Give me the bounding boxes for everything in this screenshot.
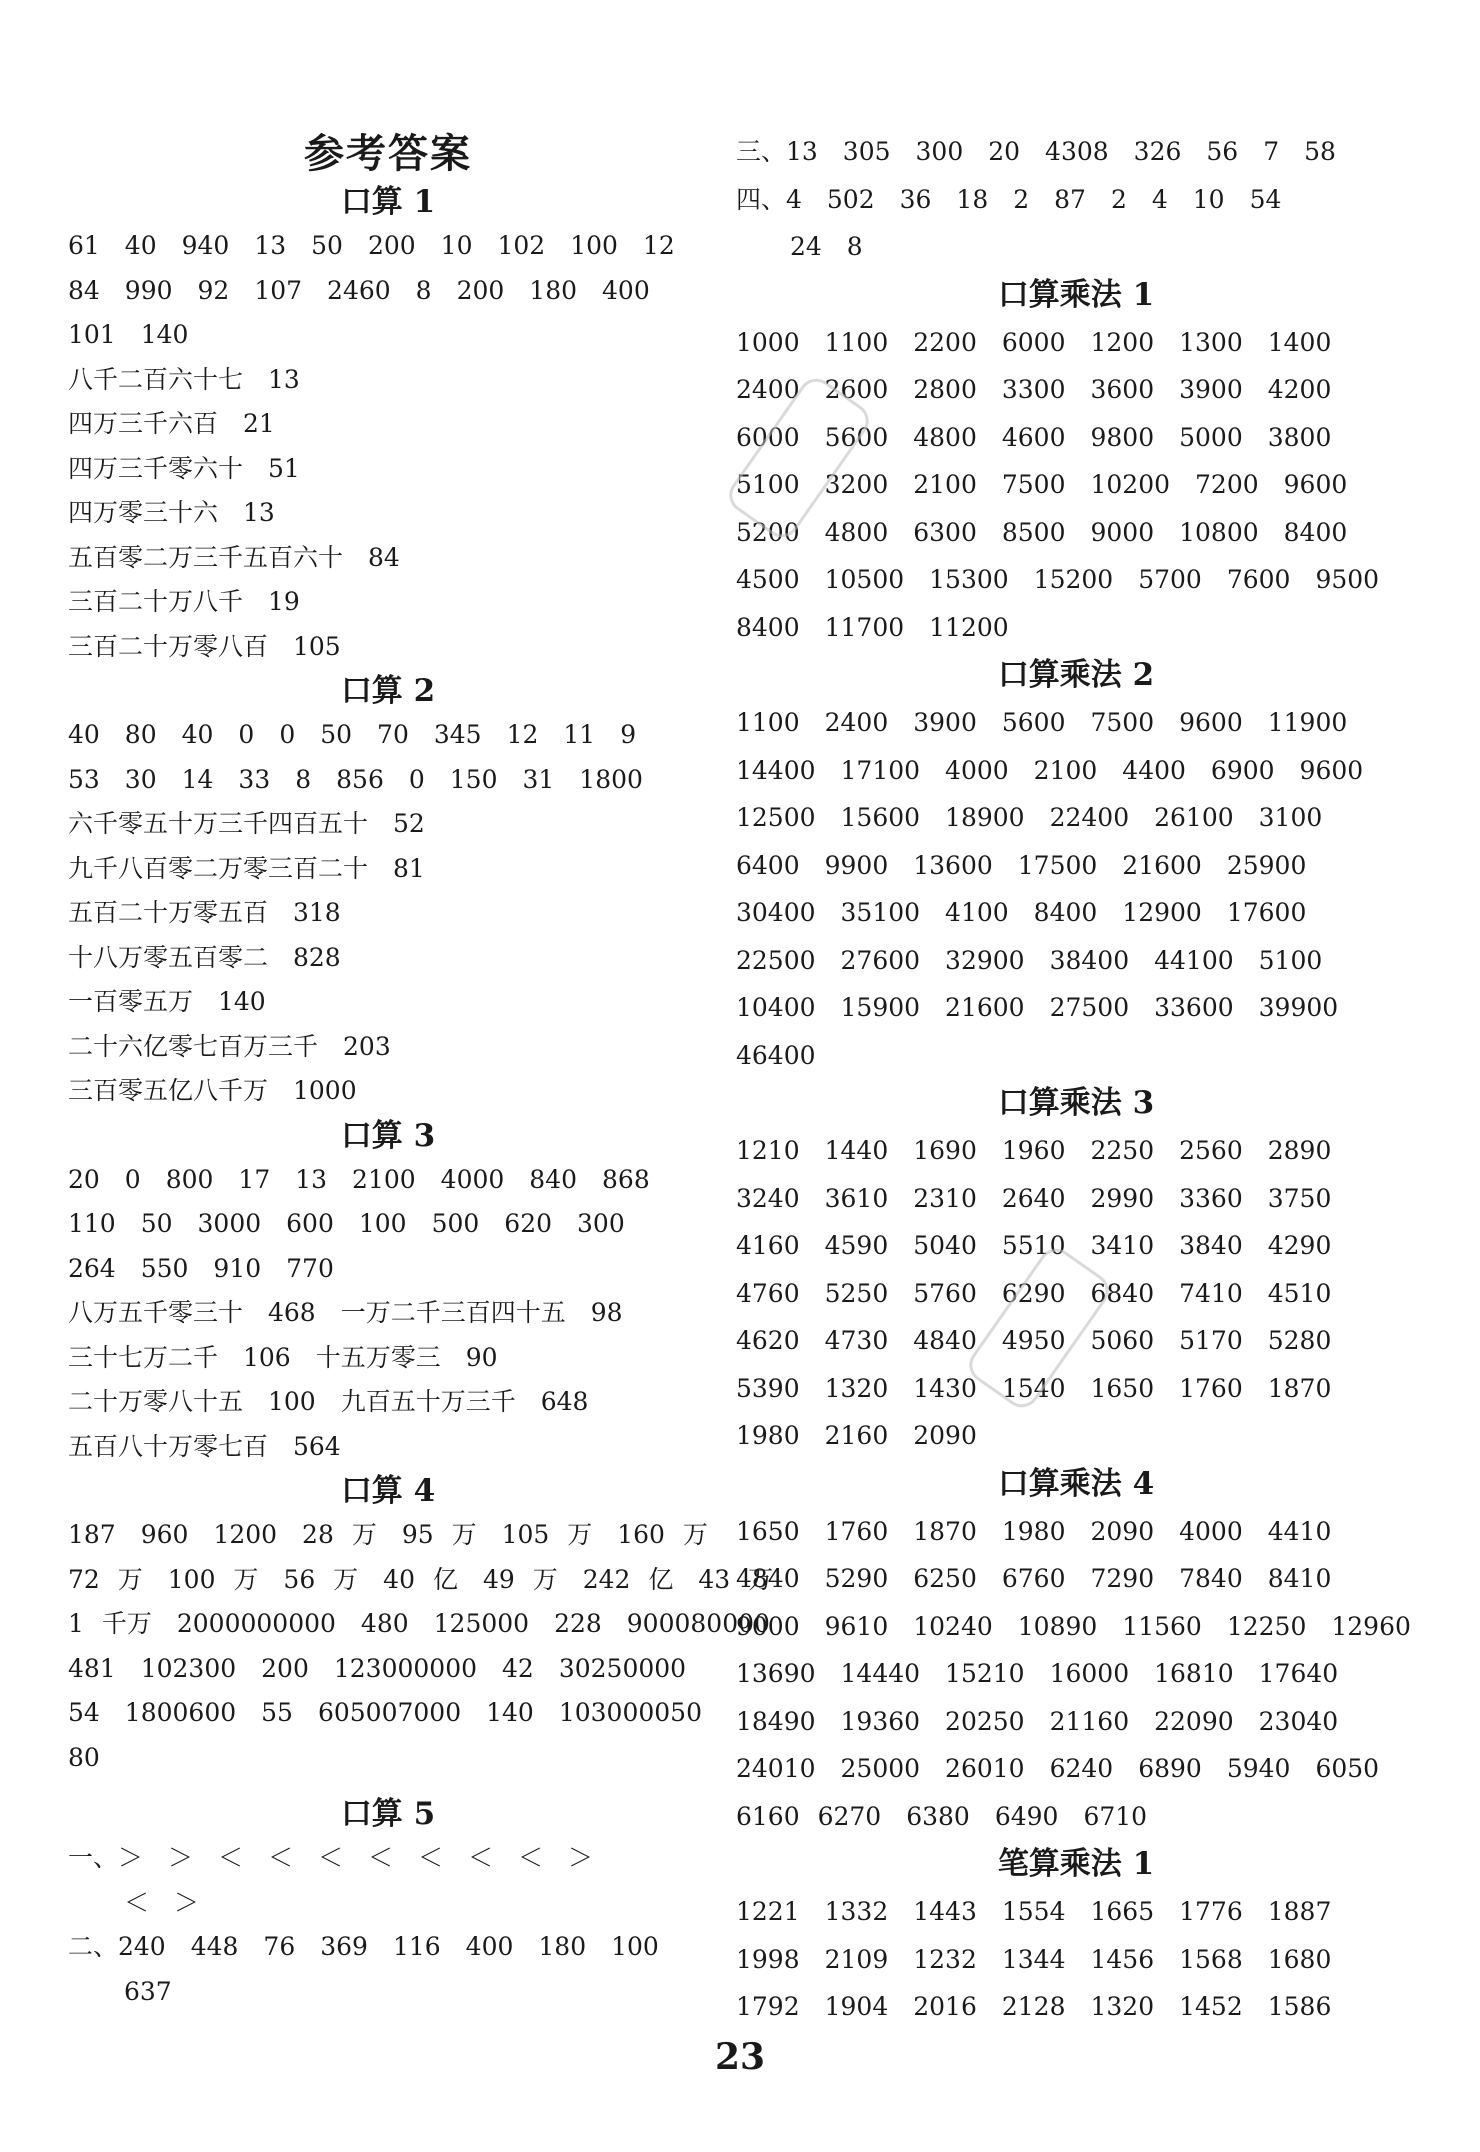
section-written-multiplication-1 [736, 1840, 1416, 2031]
answer-line: 5390 1320 1430 1540 1650 1760 1870 [736, 1373, 1332, 1403]
answer-line: 30400 35100 4100 8400 12900 17600 [736, 898, 1307, 927]
answer-line: 24 8 [790, 232, 863, 261]
answer-line: 101 140 [68, 320, 189, 349]
section-kousuan-5 [68, 1792, 708, 2014]
answer-line: 13690 14440 15210 16000 16810 17640 [736, 1659, 1339, 1688]
answer-line: 80 [68, 1742, 100, 1772]
answer-line: 84 990 92 107 2460 8 200 180 400 [68, 275, 650, 305]
answer-line: 46400 [736, 1040, 816, 1070]
section-heading: 口算乘法 1 [997, 276, 1155, 313]
answer-line: 1 千万 2000000000 480 125000 228 900080000 [68, 1609, 770, 1638]
answer-line: 4500 10500 15300 15200 5700 7600 9500 [736, 565, 1380, 594]
answer-line: 六千零五十万三千四百五十 52 [68, 809, 425, 838]
answer-line: 9000 9610 10240 10890 11560 12250 12960 [736, 1611, 1411, 1641]
answer-line: 五百八十万零七百 564 [68, 1431, 341, 1461]
answer-line: 三十七万二千 106 十五万零三 90 [68, 1342, 498, 1372]
answer-line: 三百零五亿八千万 1000 [68, 1076, 357, 1105]
answer-line: 1980 2160 2090 [736, 1421, 977, 1450]
section-kousuan-5-continued [736, 128, 1416, 271]
answer-line: 40 80 40 0 0 50 70 345 12 11 9 [68, 720, 637, 749]
answer-line: 6000 5600 4800 4600 9800 5000 3800 [736, 422, 1332, 452]
answer-line: 四万三千六百 21 [68, 409, 275, 438]
answer-line: 八万五千零三十 468 一万二千三百四十五 98 [68, 1298, 623, 1327]
answer-line: 5200 4800 6300 8500 9000 10800 8400 [736, 517, 1348, 547]
answer-line: 8400 11700 11200 [736, 612, 1009, 642]
answer-line: 四万零三十六 13 [68, 498, 275, 527]
answer-line: 61 40 940 13 50 200 10 102 100 12 [68, 231, 675, 260]
answer-line: 1000 1100 2200 6000 1200 1300 1400 [736, 327, 1332, 357]
answer-line: 三百二十万零八百 105 [68, 631, 341, 661]
section-multiplication-4 [736, 1460, 1416, 1841]
answer-line: 481 102300 200 123000000 42 30250000 [68, 1653, 687, 1683]
page-number: 23 [714, 2036, 766, 2078]
answer-line: ＜ ＞ [124, 1887, 200, 1917]
answer-line: 4620 4730 4840 4950 5060 5170 5280 [736, 1326, 1332, 1355]
answer-line: 三、13 305 300 20 4308 326 56 7 58 [736, 137, 1336, 166]
answer-line: 6160 6270 6380 6490 6710 [736, 1801, 1148, 1831]
left-column [68, 128, 774, 2014]
answer-line: 637 [124, 1976, 172, 2006]
answer-line: 1650 1760 1870 1980 2090 4000 4410 [736, 1516, 1332, 1546]
answer-line: 二、240 448 76 369 116 400 180 100 [68, 1932, 659, 1961]
answer-line: 四、4 502 36 18 2 87 2 4 10 54 [736, 184, 1282, 214]
section-heading: 口算乘法 4 [997, 1465, 1155, 1502]
section-heading: 口算 4 [340, 1473, 436, 1509]
answer-line: 20 0 800 17 13 2100 4000 840 868 [68, 1164, 650, 1194]
answer-line: 十八万零五百零二 828 [68, 942, 341, 972]
section-multiplication-2 [736, 651, 1416, 1079]
answer-line: 五百二十万零五百 318 [68, 898, 341, 927]
answer-line: 110 50 3000 600 100 500 620 300 [68, 1209, 625, 1238]
section-heading: 口算乘法 3 [997, 1085, 1155, 1121]
section-heading: 口算 1 [340, 184, 436, 220]
answer-line: 一百零五万 140 [68, 987, 266, 1016]
answer-line: 二十万零八十五 100 九百五十万三千 648 [68, 1387, 589, 1416]
answer-line: 三百二十万八千 19 [68, 587, 300, 616]
answer-line: 4160 4590 5040 5510 3410 3840 4290 [736, 1231, 1332, 1260]
answer-line: 2400 2600 2800 3300 3600 3900 4200 [736, 375, 1332, 404]
answer-line: 264 550 910 770 [68, 1253, 334, 1283]
answer-line: 4840 5290 6250 6760 7290 7840 8410 [736, 1564, 1332, 1593]
answer-line: 四万三千零六十 51 [68, 453, 300, 483]
answer-line: 24010 25000 26010 6240 6890 5940 6050 [736, 1754, 1380, 1783]
answer-line: 1998 2109 1232 1344 1456 1568 1680 [736, 1944, 1332, 1974]
section-kousuan-3 [68, 1114, 708, 1470]
section-kousuan-1 [68, 180, 708, 669]
section-kousuan-4 [68, 1469, 774, 1780]
answer-line: 6400 9900 13600 17500 21600 25900 [736, 850, 1307, 880]
answer-line: 187 960 1200 28 万 95 万 105 万 160 万 [68, 1520, 708, 1549]
answer-line: 八千二百六十七 13 [68, 364, 300, 394]
section-heading: 口算 3 [340, 1117, 436, 1154]
answer-line: 22500 27600 32900 38400 44100 5100 [736, 945, 1323, 975]
section-heading: 口算 5 [340, 1796, 436, 1832]
page-title: 参考答案 [304, 130, 472, 177]
answer-line: 53 30 14 33 8 856 0 150 31 1800 [68, 764, 643, 794]
answer-line: 五百零二万三千五百六十 84 [68, 542, 400, 572]
answer-line: 4760 5250 5760 6290 6840 7410 4510 [736, 1278, 1332, 1308]
section-heading: 口算乘法 2 [997, 657, 1155, 693]
answer-line: 18490 19360 20250 21160 22090 23040 [736, 1706, 1339, 1736]
answer-line: 72 万 100 万 56 万 40 亿 49 万 242 亿 43 万 [68, 1564, 774, 1594]
answer-line: 5100 3200 2100 7500 10200 7200 9600 [736, 470, 1348, 499]
answer-line: 1792 1904 2016 2128 1320 1452 1586 [736, 1992, 1332, 2021]
answer-line: 九千八百零二万零三百二十 81 [68, 853, 425, 883]
section-kousuan-2 [68, 669, 708, 1114]
answer-line: 14400 17100 4000 2100 4400 6900 9600 [736, 755, 1364, 785]
section-heading: 笔算乘法 1 [997, 1846, 1155, 1882]
answer-line: 3240 3610 2310 2640 2990 3360 3750 [736, 1183, 1332, 1213]
answer-line: 12500 15600 18900 22400 26100 3100 [736, 803, 1323, 832]
answer-line: 10400 15900 21600 27500 33600 39900 [736, 993, 1339, 1022]
answer-line: 1210 1440 1690 1960 2250 2560 2890 [736, 1136, 1332, 1165]
section-heading: 口算 2 [340, 673, 436, 709]
answer-line: 1221 1332 1443 1554 1665 1776 1887 [736, 1897, 1332, 1926]
answer-line: 1100 2400 3900 5600 7500 9600 11900 [736, 708, 1348, 737]
answer-line: 一、＞ ＞ ＜ ＜ ＜ ＜ ＜ ＜ ＜ ＞ [68, 1843, 594, 1872]
answer-line: 54 1800600 55 605007000 140 103000050 [68, 1698, 702, 1727]
answer-line: 二十六亿零七百万三千 203 [68, 1031, 391, 1061]
